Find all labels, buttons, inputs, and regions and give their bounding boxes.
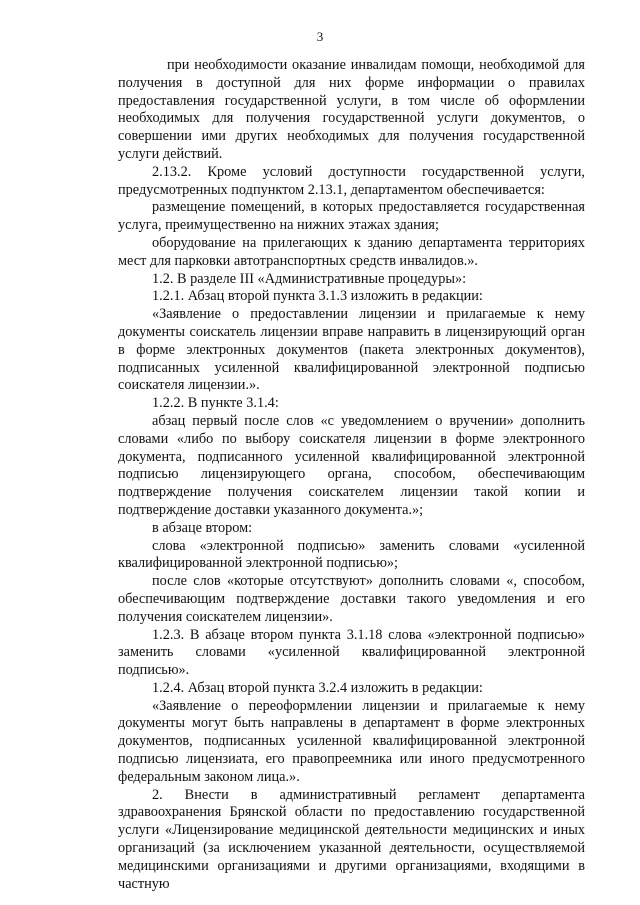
paragraph: 1.2.3. В абзаце втором пункта 3.1.18 слова «электронной подписью» заменить словами «усиленной квалифицированной электронной подписью». [118, 626, 585, 679]
paragraph: 1.2.4. Абзац второй пункта 3.2.4 изложить в редакции: [152, 679, 483, 696]
paragraph: 1.2.1. Абзац второй пункта 3.1.3 изложить в редакции: [152, 288, 483, 305]
paragraph: 2.13.2. Кроме условий доступности государственной услуги, предусмотренных подпунктом 2.13.1, департаментом обеспечивается: [118, 163, 585, 198]
paragraph: 1.2.2. В пункте 3.1.4: [152, 395, 279, 412]
paragraph: в абзаце втором: [152, 519, 253, 536]
paragraph: слова «электронной подписью» заменить словами «усиленной квалифицированной электронной подписью»; [118, 537, 585, 572]
paragraph: размещение помещений, в которых предоставляется государственная услуга, преимущественно на нижних этажах здания; [118, 199, 585, 234]
paragraph: при необходимости оказание инвалидам помощи, необходимой для получения в доступной для них форме информации о правилах предоставления государственной услуги, в том числе об оформлении необходимых для получения государственной услуги документов, о совершении ими других необходимых для получения государственной услуги действий. [118, 57, 585, 162]
paragraph: абзац первый после слов «с уведомлением о вручении» дополнить словами «либо по выбору соискателя лицензии в форме электронного документа, подписанного усиленной квалифицированной электронной подписью лицензирующего органа, способом, обеспечивающим подтверждение получения соискателем лицензии такой копии и подтверждение доставки указанного документа.»; [118, 412, 585, 518]
document-body [118, 57, 585, 893]
paragraph: оборудование на прилегающих к зданию департамента территориях мест для парковки автотранспортных средств инвалидов.». [118, 234, 585, 269]
paragraph: 2. Внести в административный регламент департамента здравоохранения Брянской области по предоставлению государственной услуги «Лицензирование медицинской деятельности медицинских и иных организаций (за исключением указанной деятельности, осуществляемой медицинскими организациями и другими организациями, входящими в частную [118, 786, 585, 892]
page-number: 3 [316, 29, 324, 44]
paragraph: «Заявление о предоставлении лицензии и прилагаемые к нему документы соискатель лицензии вправе направить в лицензирующий орган в форме электронных документов (пакета электронных документов), подписанных усиленной квалифицированной электронной подписью соискателя лицензии.». [118, 306, 585, 394]
paragraph: 1.2. В разделе III «Административные процедуры»: [152, 270, 467, 287]
paragraph: «Заявление о переоформлении лицензии и прилагаемые к нему документы могут быть направлены в департамент в форме электронных документов, подписанных усиленной квалифицированной электронной подписью лицензиата, его правопреемника или иного предусмотренного федеральным законом лица.». [118, 697, 585, 785]
paragraph: после слов «которые отсутствуют» дополнить словами «, способом, обеспечивающим подтверждение доставки такого уведомления и его получения соискателем лицензии». [118, 573, 585, 625]
